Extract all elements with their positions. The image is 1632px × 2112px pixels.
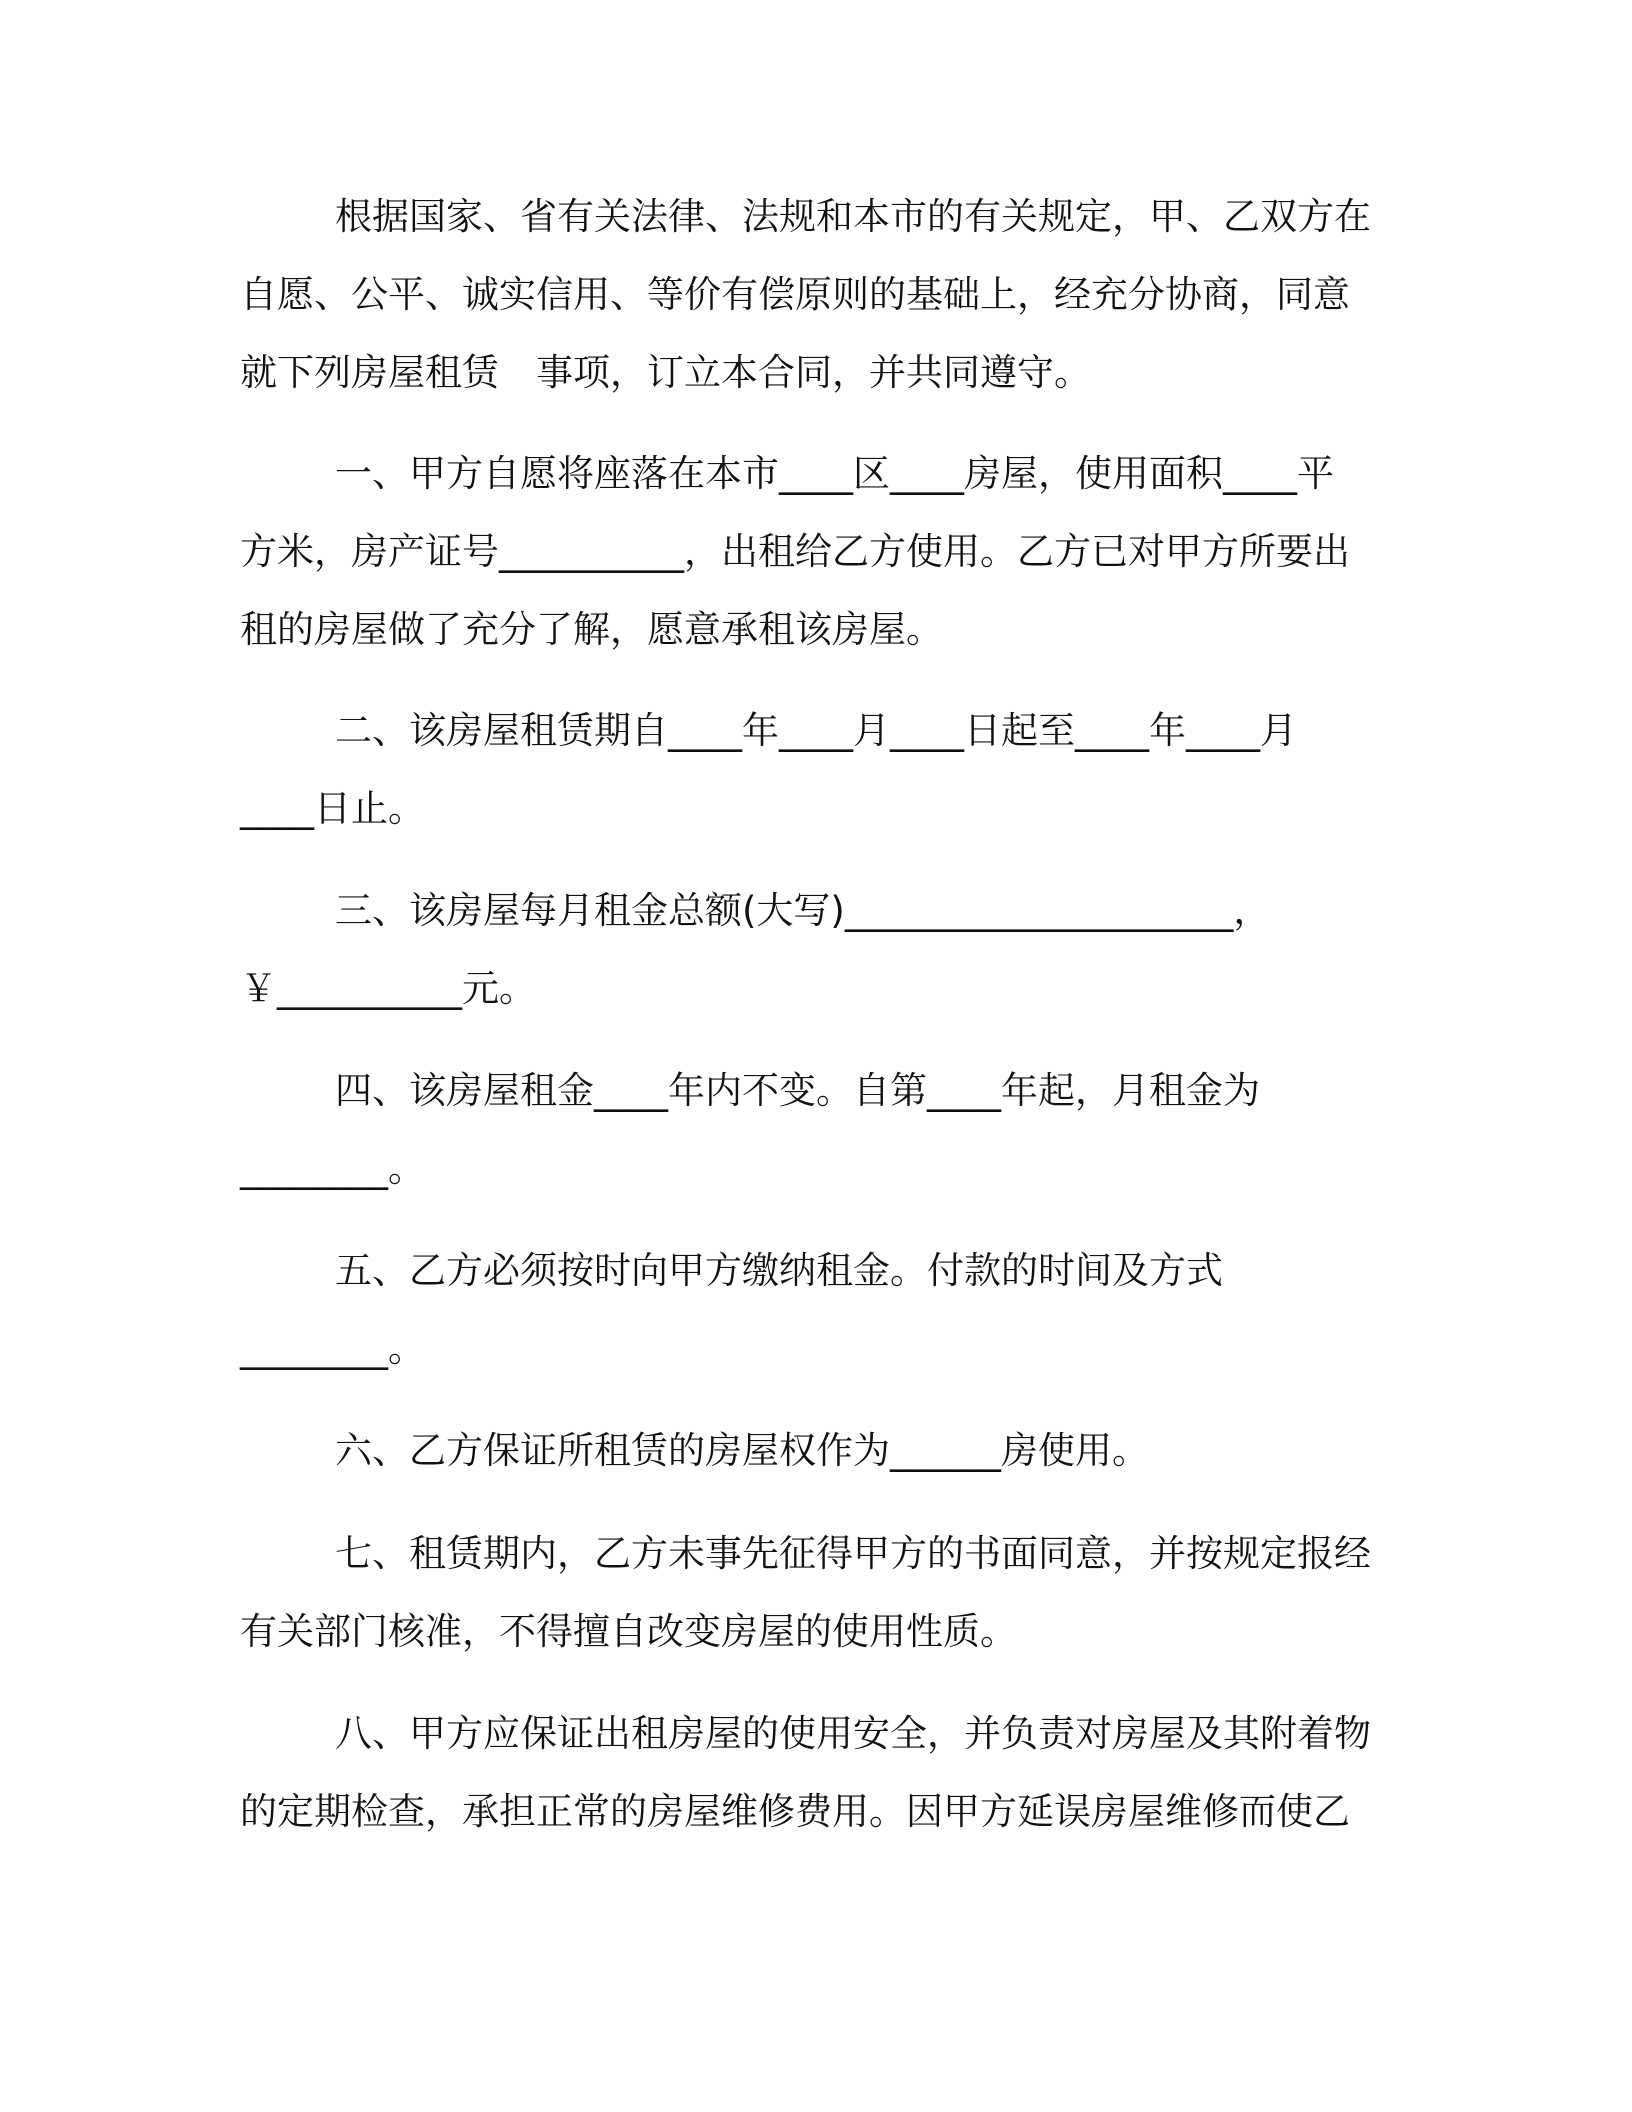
paragraph-line: 自愿、公平、诚实信用、等价有偿原则的基础上，经充分协商，同意: [240, 273, 1350, 316]
paragraph-line: 的定期检查，承担正常的房屋维修费用。因甲方延误房屋维修而使乙: [240, 1790, 1350, 1833]
paragraph-clause-6: [240, 1412, 1390, 1490]
paragraph-clause-7: [240, 1515, 1390, 1671]
paragraph-clause-5: [240, 1232, 1390, 1388]
paragraph-line: 租的房屋做了充分了解，愿意承租该房屋。: [240, 608, 943, 651]
paragraph-clause-4: [240, 1052, 1390, 1208]
paragraph-line: 三、该房屋每月租金总额(大写)_____________________，: [335, 889, 1271, 932]
paragraph-line: 六、乙方保证所租赁的房屋权作为______房使用。: [335, 1429, 1149, 1472]
paragraph-clause-3: [240, 872, 1390, 1028]
paragraph-line: ____日止。: [240, 787, 425, 830]
paragraph-preamble: [240, 178, 1390, 412]
paragraph-line: 有关部门核准，不得擅自改变房屋的使用性质。: [240, 1610, 1017, 1653]
paragraph-clause-8: [240, 1695, 1390, 1851]
paragraph-line: 四、该房屋租金____年内不变。自第____年起，月租金为: [335, 1069, 1260, 1112]
paragraph-clause-2: [240, 692, 1390, 848]
paragraph-line: 就下列房屋租赁 事项，订立本合同，并共同遵守。: [240, 351, 1091, 394]
paragraph-line: 七、租赁期内，乙方未事先征得甲方的书面同意，并按规定报经: [335, 1532, 1371, 1575]
paragraph-line: 五、乙方必须按时向甲方缴纳租金。付款的时间及方式: [335, 1249, 1223, 1292]
paragraph-line: ￥__________元。: [240, 967, 536, 1010]
paragraph-line: 八、甲方应保证出租房屋的使用安全，并负责对房屋及其附着物: [335, 1712, 1371, 1755]
paragraph-line: 一、甲方自愿将座落在本市____区____房屋，使用面积____平: [335, 452, 1334, 495]
paragraph-line: 根据国家、省有关法律、法规和本市的有关规定，甲、乙双方在: [335, 195, 1371, 238]
paragraph-line: 方米，房产证号__________，出租给乙方使用。乙方已对甲方所要出: [240, 530, 1350, 573]
paragraph-line: 二、该房屋租赁期自____年____月____日起至____年____月: [335, 709, 1297, 752]
paragraph-clause-1: [240, 435, 1390, 669]
paragraph-line: ________。: [240, 1327, 425, 1370]
paragraph-line: ________。: [240, 1147, 425, 1190]
